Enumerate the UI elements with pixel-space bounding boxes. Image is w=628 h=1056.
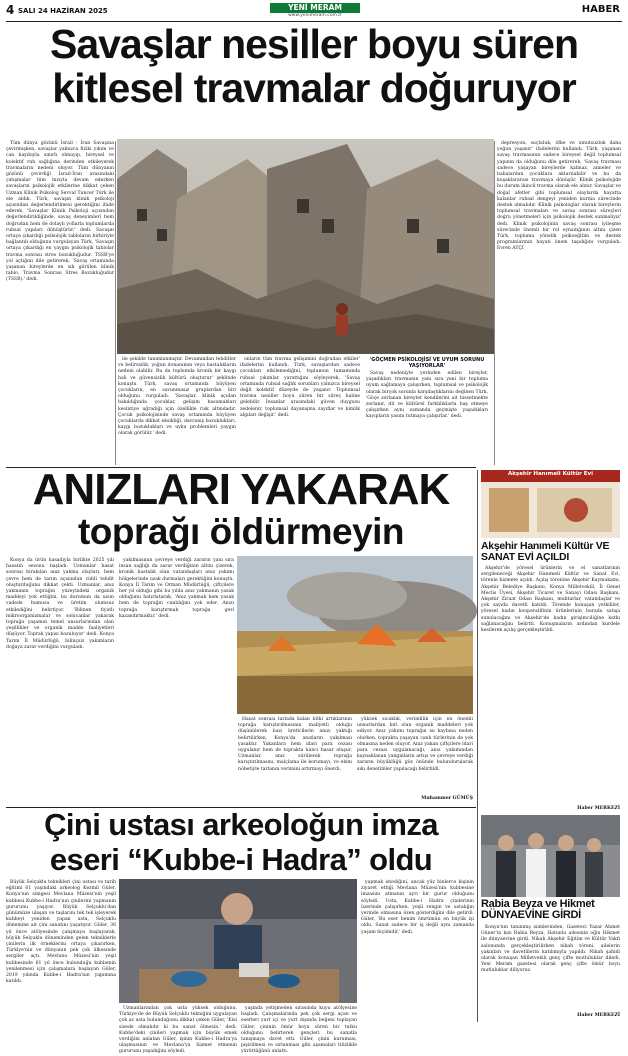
- article2-signature: Muhammer GÜMÜŞ: [421, 796, 473, 801]
- article2-headline-line1: ANIZLARI YAKARAK: [32, 465, 450, 514]
- article3-headline-line1: Çini ustası arkeoloğun imza: [44, 807, 438, 842]
- sidebar-story1-signature: Haber MERKEZİ: [577, 806, 620, 811]
- article3-column-2: Uzmanlarından çok usta yüksek olduğunu, Türkiye'de de Büyük Selçuklu tekniğini uygulayan çok az usta bulunduğunu dikkat çeken Güler, 'Kisi sizede olmalıdır ki bu sanat ölmesin.' dedi. Kubbe'deki çinileri yapmak için büyük emek verdiğini anlatan Güler, işinin Kubbe-i Hadra'ya ulaşmasının ve Mevlana'ya hizmet etmenin gururunu yaşadığını söyledi.: [119, 1006, 237, 1055]
- article1-column-4: Savaş nedeniyle yerinden edilen bireyler, yaşadıkları travmanın yanı sıra yeni bir topluma uyum sağlamaya çalışırken, toplumsal ve psikolojik olarak birçok sorunla karşılaştıklarını değinen Türk, 'Göçe zorlanan bireyler kendilerini ait hissetmekte zorlanır, dil ve kültürel farklılıklarla baş etmeye çalışırken aynı zamanda geçmişte yaşadıkları kayıpların yasını tutmaya çalışırlar.' dedi.: [366, 371, 488, 420]
- article1-column-1: Tüm dünya gözünü İsrail - İran Savaşına çevirmişken, savaşlar yalnızca fiziki yıkım ve can kayıbıyla sınırlı olmayıp, bireysel ve kolektif ruh sağlığına derinden etkileyerek travmaların nedeni oluyor. Tüm dünyanın gözünü çevirdiği İsrail-İran arasındaki çatışmalar tüm hızıyla devam ederken savaşların psikolojik etkilerine dikkat çeken Uzman Klinik Psikolog Sevval Tuncer Türk ile ele aldık. Türk, savaşın klinik psikoloji açısından değerlendirilmesi gerektiğini ifade ederek, 'Savaşlar Klinik Psikoloji açısından değerlendirildiğinde, savaş deneyimleri hem doğrudan hem de dolaylı yollarla toplumlarda ruhsal yapıları dönüştürür.' dedi. Savaşın ortaya çıkardığı psikolojik tabloların birbiriyle bağlantılı olduğunu vurgulayan Türk, 'Savaşın ortaya çıkardığı en yaygın psikolojik tablolar travma sonrası stres bozukluğudur. TSSB'ye yol açtığını dile getirerek, 'Savaş ortamında yaşanan bireylerde en sık görülen klinik tablo, Travma Sonrası Stres Bozukluğudur (TSSB).' dedi.: [6, 141, 114, 283]
- sidebar-story2-body: Konya'nın tanınmış isimlerinden, Gazeteci Yazar Ahmet Güner'in kızı Rabia Beyza, Hatunlu ailesinin oğlu Hikmet ile dünyaevine girdi. Nikah Akşehir Eğitim ve Kültür Vakfı salonunda gerçekleştirilirken nikah töreni, ailelerin yakınları ve davetlilerin katılımıyla yapıldı. Nikah şahidi olarak konuşan Milletvekili genç çifte mutluluklar diledi. Yeni Meram gazetesi olarak genç çifte ömür boyu mutluluklar diliyoruz.: [481, 925, 620, 974]
- sidebar-story2-signature: Haber MERKEZİ: [577, 1013, 620, 1018]
- couple-image: [481, 815, 620, 897]
- article3-headline-line2: eseri “Kubbe-i Hadra” oldu: [49, 842, 433, 877]
- article2-column-3: Hasat sonrası tarlada kalan bitki artıklarının toprağa karıştırılmasının maliyetli olduğu düşünülerek bazı üreticilerin anızı yaktığı belirtilirken, Konya'da anızların yakılması yasaktır. Yakanlara hem idari para cezası uygulanır hem de toprakta kalıcı hasar oluşur. Uzmanlar, anız sürülerek toprağa karıştırılmasını, malçlama ile korumayı, ve ekim nöbetiyle tarlanın verimini artırmayı önerdi.: [238, 717, 352, 772]
- article2-column-4: yüksek sıcaklık, verimlilik için en önemli unsurlardan biri olan organik maddeleri yok ediyor. Anız yakımı toprağın ısı kaybına neden olurken, toprakta yaşayan canlı türlerinin de yok olmasına neden oluyor. Anız yakan çiftçilere idari para cezası uygulanacağı, anız yakımından kaynaklanan yangınların artışı ve çevreye verdiği zararın büyüklüğü göz önünde bulundurularak sıkı denetimler yapılacağı belirtildi.: [357, 717, 473, 772]
- burning-stubble-photo: [237, 556, 473, 714]
- ad-title: Akşehir Hanımeli Kültür Evi: [508, 471, 593, 477]
- sidebar-story1-headline: Akşehir Hanımeli Kültür VE SANAT EVİ AÇILDI: [481, 540, 610, 563]
- article2-column-1: Konya da ürün hasadıyla birlikte 2025 yılı hasatın sezonu başladı. Uzmanlar hasat sonrası birakılan anız yakma olayları, hem çevre hem de tarım açısından ciddi tehdit oluşturduğunu dikkat çekti. Uzmanlar, anız yakmanın toprağın yüzeyindeki organik maddeyi yok ettiğini, bu durumun da uzun vadede humusa ve üretim olumsuz etkilediğini belirtiyor. 'Bilinen fiyatlı mikroorganizmalar ve solucanlar yakarak toprağa yaşamın temel unsurlarından olan yeşillikler ve organik madde faaliyetleri düşüyor. Toprak yapısı bozuluyor' dedi. Konya Tarım İl Müdürlüğü, bilinçsiz yakımların doğaya zarar verdiğini vurguladı.: [6, 558, 114, 650]
- section-label: HABER: [581, 4, 620, 15]
- article1-column-3: onların tüm travma gelişimini doğrudan etkiler' ifadelerini kullandı. Türk, savaşlardan sadece çocukları etkilemediğini, toplumun tamamında ruhsal yıkımlar yarattığını söyleyerek, 'Savaş ortamında ruhsal sağlık sorunları yalnızca bireysel değil kolektif düzeyde de yaşanır. Toplumsal travma nesiller boyu süren bir süreç haline gelebilir. İnsanlar arasındaki güven duygusu zedelenir, toplumsal dayanışma zayıflar ve kimlik algıları değişir.' dedi.: [240, 357, 360, 418]
- column-divider: [115, 141, 116, 465]
- newspaper-logo[interactable]: YENİ MERAM: [270, 3, 360, 13]
- ceramic-artist-photo: [119, 879, 357, 1003]
- article3-column-4: yapmak istediğini, ancak yüz binlerce kişinin ziyaret ettiği Mevlana Müzesi'nin kubbesine imzasını atmanın ayrı bir gurur olduğunu söyledi. Usta, Kubbe-i Hadra çinilerinin üzerinde çalışırken, yeşil rengin ve ustalığın yerinde olmasına özen gösterdiğini dile getirdi. Güler, 'Bu eser benim ömrümün en büyük işi oldu. Sanat sadece bir iş değil aynı zamanda yaşam biçimidir.' dedi.: [361, 880, 474, 935]
- sidebar-divider: [477, 470, 478, 1022]
- artist-at-work-image: [119, 879, 357, 1003]
- column-divider: [494, 141, 495, 465]
- sidebar-ad-banner: [481, 470, 620, 538]
- wedding-photo: [481, 815, 620, 897]
- article3-column-3: yaşında yetişmeden sırasında kuyu atölyesine başladı. Çalışmalarında pek çok sergi açan ve eserleri yurt içi ve yurt dışında beğeni toplayan Güler, çininin ömür boyu süren bir tutku olduğunu belirterek gençleri bu sanatla tanışmaya davet etti. Güler, çinin kuruması, pişirilmesi ve sırlanması gibi aşamaları titizlikle yürüttüğünü anlattı.: [241, 1006, 357, 1055]
- newspaper-url: www.yenimeram.com.tr: [288, 13, 342, 18]
- article2-headline-line2: toprağı öldürmeyin: [77, 511, 405, 552]
- article1-column-5: depresyon, suçluluk, öfke ve umutsuzluk daha yoğun yaşanır' ifadelerini kullandı. Türk, yaşanan savaş travmasının sadece bireysel değil toplumsal yapının da olduğunu dile getirerek, 'Savaş travması sadece yaşayan bireylerde kalmaz, anneler ve babalardan çocuklara aktarılabilir ve bu da kuşaklararası travmaya dönüşür. Klinik psikolojide bu durum ikincil travma olarak ele alınır. Savaşlar ve doğal afetler gibi toplumsal olaylarda hayatta kalanlar ruhsal dengeyi yeniden kurma sürecinde destek almalıdır. Klinik psikologlar olarak bireylerin toplumsal travmaları ve savaş sonrası süreçleri doğru yönetmeleri için psikolojik destek sunmalıyız' dedi. Klinik psikolojinin savaş sonrası iyileşme sürecinde önemli bir rol oynadığının altını çizen Türk, topluma yönelik psikoeğitim ve destek programlarının hayati önem taşıdığını vurguladı. Evren ATÇI: [497, 141, 621, 252]
- article2-column-2: yakılmasının çevreye verdiği zararın yanı sıra insan sağlığı da zarar verdiğinin altını çizerek, kronik hastalık olan vatandaşları anız yakımı bölgelerinde uzak durmaları gerektiğini konuştu. Konya İl Tarım ve Orman Müdürlüğü, çiftçilere her yıl olduğu gibi bu yılda anız yakmanın yasak olduğunu hatırlatarak, 'Anız yakmak hem yasak hem de toprağın canlılığını yok eder. Anızı toprağa karıştırmak toprağa geri kazandırmaktır.' dedi.: [119, 558, 234, 619]
- war-ruins-image: [117, 139, 494, 354]
- article3-column-1: Büyük Selçuklu teknikleri çini ustası ve tarih eğitimi 61 yaşındaki arkeolog Kezmil Güler, Konya'nın simgesi Mevlana Müzesi'nin yeşil kubbesi Kubbe-i Hadra'nın çinilerini yapmanın gururunu yaşıyor. Büyük Selçuklu'dan günümüze ulaşan ve taşlarını tek tek işleyerek kubbeyi yeniden yapan usta, Selçuklu dönemine ait çini sanatını yaşatıyor. Güler, 36 yıl önce atölyesinde çalışmaya başlayarak, büyük Selçuklu döneminden gelen tekniklerle çinilerin ilk örneklerini ortaya çıkarırken, Türkiye'nin ve dünyanın pek çok ülkesinde sergiler açtı. Mevlana Müzesi'nin yeşil kubbesinde 61 yıl önce bulunduğu kubbenin yenilenmesi için çalışmalara başlayan Güler, 2019 yılında Kubbe-i Hadra'nın yapımına katıldı.: [6, 880, 116, 985]
- page-number: 4: [6, 3, 15, 17]
- sidebar-story1-body: Akşehir'de yöresel ürünlerin ve el sanatlarının sergileneceği Akşehir Hanımeli Kültür ve Sanat Evi, törenle hizmete açıldı. Açılış törenine Akşehir Kaymakamı, Akşehir Belediye Başkanı, Konya Milletvekili, İl Genel Meclis Üyesi, Akşehir Ticaret ve Sanayi Odası Başkanı, Akşehir Ziraat Odası Başkanı, muhtarlar, vatandaşlar ve çok sayıda davetli katıldı. Törende konuşan yetkililer, yöresel kadın kooperatifinin ürünlerinin burada satışa sunulacağını ve Akşehir'de kadın girişimciliğine katkı sağlanacağını belirtti. Konuşmaların ardından kurdele kesilerek açılış gerçekleştirildi.: [481, 566, 620, 634]
- article1-headline-line2: kitlesel travmalar doğuruyor: [52, 65, 576, 111]
- cultural-house-ad-image: [481, 470, 620, 538]
- field-fire-image: [237, 556, 473, 714]
- destroyed-buildings-photo: [117, 139, 494, 354]
- sidebar-story2-headline: Rabia Beyza ve Hikmet DÜNYAEVİNE GİRDİ: [481, 898, 595, 921]
- article1-subheading: 'GÖÇMEN PSİKOLOJİSİ VE UYUM SORUNU YAŞIYORLAR': [369, 357, 485, 369]
- article1-column-2: ile şekilde tanımlanmıştır. Devamından tehditler ve belirsizlik, yoğun donanımın veya hastalıkların nedeni olabilir. Bu da toplumda kronik bir kaygı hali ve güvensizlik kültürü oluşturur' şeklinde konuştu Türk, savaş ortamında büyüyen çocukların, en savunmasız gruplardan biri olduğunu vurguladı. 'Savaşlar, klinik açıdan bakıldığında çocuklar, gelişim basamakları kesintiye uğradığı için özellikle risk altındadır. Çocuk psikolojisinde savaş ortamında büyüyen çocuklarda dikkat eksikliği, davranış bozuklukları, kaygı bozuklukları ve uyku problemleri yaygın olarak görülür.' dedi.: [118, 357, 236, 437]
- issue-date: SALI 24 HAZİRAN 2025: [18, 7, 108, 15]
- article1-headline-line1: Savaşlar nesiller boyu süren: [49, 21, 579, 67]
